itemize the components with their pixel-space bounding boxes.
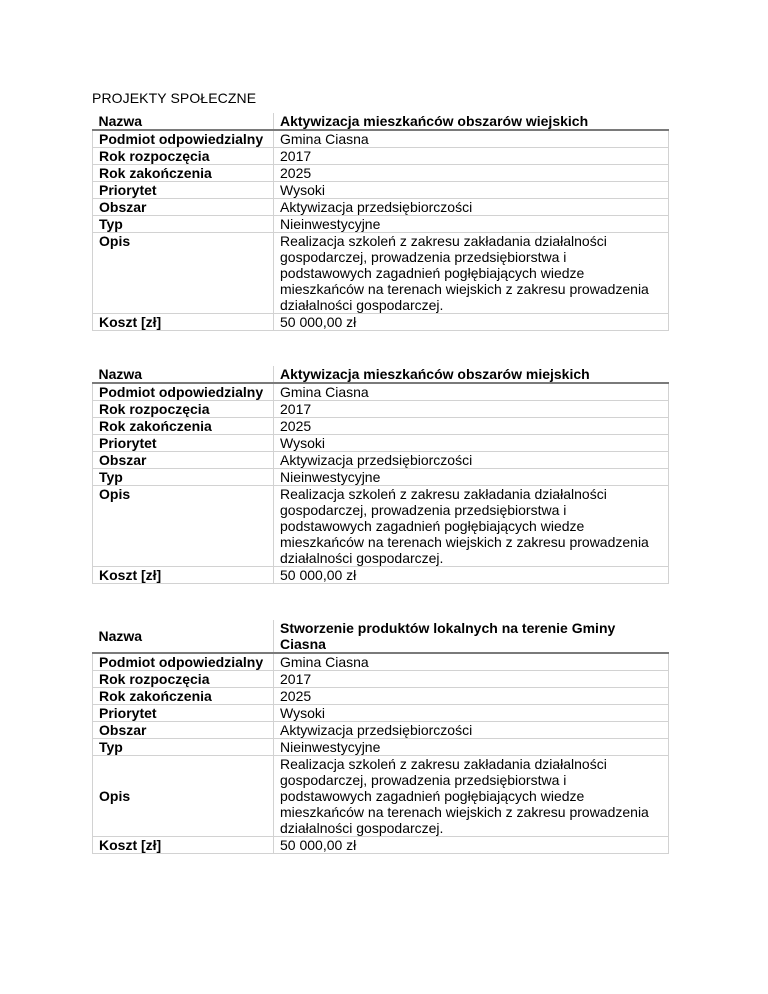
- table-row: [93, 620, 669, 653]
- table-row: [93, 653, 669, 671]
- value-obszar: Aktywizacja przedsiębiorczości: [274, 722, 669, 739]
- value-priorytet: Wysoki: [274, 705, 669, 722]
- table-row: [93, 199, 669, 216]
- label-nazwa: Nazwa: [93, 620, 274, 653]
- label-nazwa: Nazwa: [93, 113, 274, 130]
- label-priorytet: Priorytet: [93, 435, 274, 452]
- value-priorytet: Wysoki: [274, 435, 669, 452]
- table-row: [93, 435, 669, 452]
- table-row: [93, 837, 669, 854]
- value-koszt: 50 000,00 zł: [274, 837, 669, 854]
- value-priorytet: Wysoki: [274, 182, 669, 199]
- value-rok-zakonczenia: 2025: [274, 688, 669, 705]
- table-row: [93, 469, 669, 486]
- value-nazwa: Aktywizacja mieszkańców obszarów wiejskich: [274, 113, 669, 130]
- value-typ: Nieinwestycyjne: [274, 739, 669, 756]
- table-row: [93, 671, 669, 688]
- value-rok-rozpoczecia: 2017: [274, 148, 669, 165]
- value-podmiot: Gmina Ciasna: [274, 130, 669, 148]
- value-nazwa: Stworzenie produktów lokalnych na terenie Gminy Ciasna: [274, 620, 669, 653]
- table-row: [93, 182, 669, 199]
- project-table: [92, 366, 669, 584]
- label-opis: Opis: [93, 756, 274, 837]
- label-rok-zakonczenia: Rok zakończenia: [93, 418, 274, 435]
- label-typ: Typ: [93, 739, 274, 756]
- value-opis: Realizacja szkoleń z zakresu zakładania działalności gospodarczej, prowadzenia przedsiębiorstwa i podstawowych zagadnień pogłębiających wiedze mieszkańców na terenach wiejskich z zakresu prowadzenia działalności gospodarczej.: [274, 756, 669, 837]
- table-row: [93, 688, 669, 705]
- table-row: [93, 216, 669, 233]
- table-row: [93, 705, 669, 722]
- value-obszar: Aktywizacja przedsiębiorczości: [274, 452, 669, 469]
- value-podmiot: Gmina Ciasna: [274, 383, 669, 401]
- value-typ: Nieinwestycyjne: [274, 469, 669, 486]
- table-row: [93, 722, 669, 739]
- value-typ: Nieinwestycyjne: [274, 216, 669, 233]
- label-rok-zakonczenia: Rok zakończenia: [93, 165, 274, 182]
- label-obszar: Obszar: [93, 199, 274, 216]
- value-rok-rozpoczecia: 2017: [274, 671, 669, 688]
- table-row: [93, 130, 669, 148]
- table-row: [93, 383, 669, 401]
- label-obszar: Obszar: [93, 722, 274, 739]
- label-priorytet: Priorytet: [93, 182, 274, 199]
- label-rok-rozpoczecia: Rok rozpoczęcia: [93, 671, 274, 688]
- project-table: [92, 620, 669, 854]
- label-typ: Typ: [93, 216, 274, 233]
- table-row: [93, 401, 669, 418]
- table-row: [93, 148, 669, 165]
- value-opis: Realizacja szkoleń z zakresu zakładania działalności gospodarczej, prowadzenia przedsiębiorstwa i podstawowych zagadnień pogłębiających wiedze mieszkańców na terenach wiejskich z zakresu prowadzenia działalności gospodarczej.: [274, 233, 669, 314]
- table-row: [93, 165, 669, 182]
- table-row: [93, 418, 669, 435]
- label-podmiot: Podmiot odpowiedzialny: [93, 130, 274, 148]
- label-nazwa: Nazwa: [93, 366, 274, 383]
- label-opis: Opis: [93, 486, 274, 567]
- value-koszt: 50 000,00 zł: [274, 567, 669, 584]
- table-row: [93, 567, 669, 584]
- table-row: [93, 366, 669, 383]
- value-nazwa: Aktywizacja mieszkańców obszarów miejskich: [274, 366, 669, 383]
- table-row: [93, 233, 669, 314]
- label-koszt: Koszt [zł]: [93, 314, 274, 331]
- page-title: PROJEKTY SPOŁECZNE: [92, 90, 257, 106]
- value-opis: Realizacja szkoleń z zakresu zakładania działalności gospodarczej, prowadzenia przedsiębiorstwa i podstawowych zagadnień pogłębiających wiedze mieszkańców na terenach wiejskich z zakresu prowadzenia działalności gospodarczej.: [274, 486, 669, 567]
- value-obszar: Aktywizacja przedsiębiorczości: [274, 199, 669, 216]
- label-obszar: Obszar: [93, 452, 274, 469]
- label-koszt: Koszt [zł]: [93, 567, 274, 584]
- label-rok-rozpoczecia: Rok rozpoczęcia: [93, 401, 274, 418]
- table-row: [93, 739, 669, 756]
- label-priorytet: Priorytet: [93, 705, 274, 722]
- label-podmiot: Podmiot odpowiedzialny: [93, 383, 274, 401]
- value-koszt: 50 000,00 zł: [274, 314, 669, 331]
- label-rok-zakonczenia: Rok zakończenia: [93, 688, 274, 705]
- label-opis: Opis: [93, 233, 274, 314]
- label-rok-rozpoczecia: Rok rozpoczęcia: [93, 148, 274, 165]
- project-table: [92, 113, 669, 331]
- table-row: [93, 756, 669, 837]
- table-row: [93, 113, 669, 130]
- table-row: [93, 314, 669, 331]
- value-rok-zakonczenia: 2025: [274, 418, 669, 435]
- label-podmiot: Podmiot odpowiedzialny: [93, 653, 274, 671]
- value-rok-rozpoczecia: 2017: [274, 401, 669, 418]
- value-podmiot: Gmina Ciasna: [274, 653, 669, 671]
- table-row: [93, 486, 669, 567]
- value-rok-zakonczenia: 2025: [274, 165, 669, 182]
- label-koszt: Koszt [zł]: [93, 837, 274, 854]
- table-row: [93, 452, 669, 469]
- label-typ: Typ: [93, 469, 274, 486]
